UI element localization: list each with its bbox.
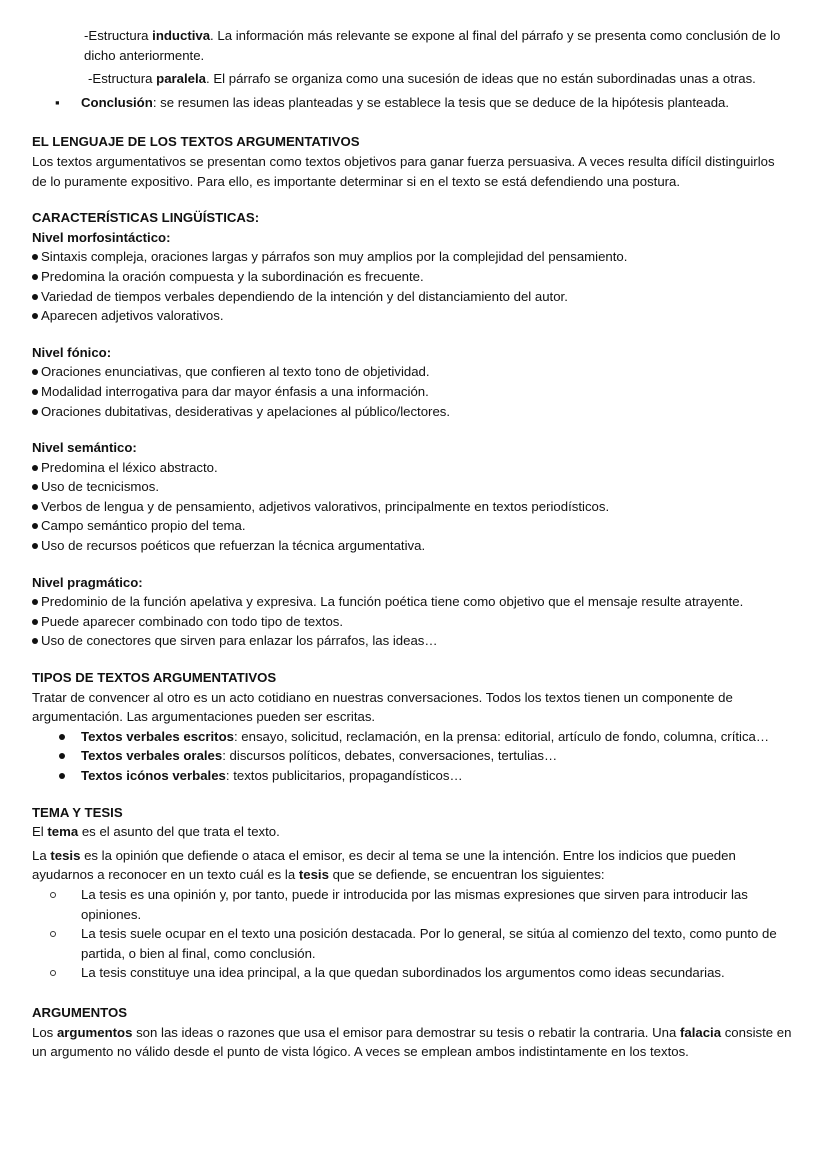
bullet-icon — [32, 599, 38, 605]
tesis-list — [32, 885, 792, 983]
text: La tesis es una opinión y, por tanto, puede ir introducida por las mismas expresiones que sirven para introducir las opiniones. — [81, 886, 748, 922]
section-heading: EL LENGUAJE DE LOS TEXTOS ARGUMENTATIVOS — [32, 134, 360, 150]
list-item — [32, 631, 792, 651]
text: Predomina la oración compuesta y la subordinación es frecuente. — [41, 268, 424, 284]
paragraph: Tratar de convencer al otro es un acto cotidiano en nuestras conversaciones. Todos los textos tienen un componente de argumentación. Las argumentaciones pueden ser escritas. — [32, 689, 733, 725]
text: Oraciones enunciativas, que confieren al texto tono de objetividad. — [41, 364, 430, 380]
text: Aparecen adjetivos valorativos. — [41, 308, 224, 324]
circle-bullet-icon — [50, 892, 56, 898]
subheading: Nivel semántico: — [32, 440, 137, 456]
list-item — [32, 287, 792, 307]
bullet-icon — [32, 254, 38, 260]
section-heading: TEMA Y TESIS — [32, 804, 123, 820]
circle-bullet-icon — [50, 931, 56, 937]
paragraph: Los textos argumentativos se presentan como textos objetivos para ganar fuerza persuasiva. A veces resulta difícil distinguirlos de lo puramente expositivo. Para ello, es importante determinar si en el texto se está defendiendo una postura. — [32, 153, 775, 189]
bold-term: argumentos — [56, 1024, 133, 1040]
text: : discursos políticos, debates, conversaciones, tertulias… — [222, 748, 558, 764]
text: Uso de recursos poéticos que refuerzan la técnica argumentativa. — [41, 538, 426, 554]
tema-paragraph — [32, 822, 792, 842]
list-item — [32, 306, 792, 326]
bullet-icon — [32, 389, 38, 395]
bullet-icon — [59, 734, 65, 740]
text: La tesis suele ocupar en el texto una posición destacada. Por lo general, se sitúa al comienzo del texto, como punto de partida, o bien al final, como conclusión. — [81, 926, 777, 961]
list-item — [32, 477, 792, 497]
list-item — [32, 924, 792, 963]
bullet-icon — [32, 543, 38, 549]
list-item — [32, 402, 792, 422]
bold-term: tema — [47, 824, 79, 840]
list-item — [32, 612, 792, 632]
estructura-inductiva — [32, 26, 792, 65]
bullet-icon — [32, 313, 38, 319]
bullet-icon — [32, 274, 38, 280]
bullet-icon — [32, 484, 38, 490]
text: Puede aparecer combinado con todo tipo de textos. — [41, 613, 344, 629]
section-heading: CARACTERÍSTICAS LINGÜÍSTICAS: — [32, 210, 260, 226]
list-item — [32, 458, 792, 478]
document-page — [32, 26, 792, 1062]
text: Modalidad interrogativa para dar mayor énfasis a una información. — [41, 383, 429, 399]
text: Predominio de la función apelativa y expresiva. La función poética tiene como objetivo que el mensaje resulte atrayente. — [41, 594, 744, 610]
list-item — [32, 247, 792, 267]
subheading: Nivel fónico: — [32, 344, 112, 360]
list-item — [32, 592, 792, 612]
bullet-icon — [32, 504, 38, 510]
list-item — [32, 963, 792, 983]
tesis-paragraph — [32, 846, 792, 885]
bold-term: Textos verbales orales — [81, 748, 223, 764]
bold-term: inductiva — [152, 28, 211, 43]
bullet-icon — [32, 523, 38, 529]
text: es el asunto del que trata el texto. — [78, 824, 280, 840]
bullet-icon: ▪ — [55, 94, 60, 110]
list-item — [32, 746, 792, 766]
text: consiste en un argumento no válido desde el punto de vista lógico. A veces se emplean ambos indistintamente en los textos. — [32, 1024, 792, 1060]
bold-term: tesis — [50, 847, 81, 863]
text: La tesis constituye una idea principal, a la que quedan subordinados los argumentos como ideas secundarias. — [81, 965, 725, 981]
text: La — [32, 847, 51, 863]
list-item — [32, 766, 792, 786]
subheading: Nivel pragmático: — [32, 574, 143, 590]
bold-term: Conclusión — [81, 94, 153, 110]
text: Los — [32, 1024, 57, 1040]
text: : textos publicitarios, propagandísticos… — [225, 768, 463, 783]
bold-term: Textos verbales escritos — [81, 728, 234, 744]
section-heading: ARGUMENTOS — [32, 1004, 128, 1020]
fonico-list — [32, 362, 792, 421]
list-item — [32, 497, 792, 517]
bullet-icon — [59, 773, 65, 779]
bullet-icon — [59, 753, 65, 759]
text: Verbos de lengua y de pensamiento, adjetivos valorativos, principalmente en textos periodísticos. — [41, 498, 610, 514]
text: El — [32, 824, 48, 840]
conclusion-item — [32, 93, 792, 113]
bold-term: tesis — [298, 867, 329, 883]
section-heading: TIPOS DE TEXTOS ARGUMENTATIVOS — [32, 670, 277, 686]
bullet-icon — [32, 638, 38, 644]
estructura-paralela — [32, 69, 792, 89]
text: Oraciones dubitativas, desiderativas y apelaciones al público/lectores. — [41, 403, 451, 419]
text: Predomina el léxico abstracto. — [41, 459, 218, 475]
list-item — [32, 516, 792, 536]
text: son las ideas o razones que usa el emisor para demostrar su tesis o rebatir la contraria. Una — [132, 1024, 680, 1040]
text: : se resumen las ideas planteadas y se establece la tesis que se deduce de la hipótesis planteada. — [152, 94, 730, 110]
pragmatico-list — [32, 592, 792, 651]
bullet-icon — [32, 294, 38, 300]
list-item — [32, 362, 792, 382]
subheading: Nivel morfosintáctico: — [32, 229, 171, 245]
text: Sintaxis compleja, oraciones largas y párrafos son muy amplios por la complejidad del pensamiento. — [41, 249, 628, 265]
text: es la opinión que defiende o ataca el emisor, es decir al tema se une la intención. Entre los indicios que pueden ayudarnos a reconocer en un texto cuál es la — [32, 847, 736, 883]
argumentos-paragraph — [32, 1023, 792, 1062]
list-item — [32, 727, 792, 747]
text: . La información más relevante se expone al final del párrafo y se presenta como conclusión de lo dicho anteriormente. — [84, 28, 781, 63]
tipos-list — [32, 727, 792, 786]
text: Uso de tecnicismos. — [41, 479, 159, 495]
text: Campo semántico propio del tema. — [41, 518, 246, 534]
bullet-icon — [32, 409, 38, 415]
bullet-icon — [32, 369, 38, 375]
list-item — [32, 885, 792, 924]
semantico-list — [32, 458, 792, 556]
text: Uso de conectores que sirven para enlazar los párrafos, las ideas… — [41, 633, 438, 649]
bold-term: paralela — [156, 71, 207, 87]
bold-term: Textos icónos verbales — [81, 768, 226, 783]
bullet-icon — [32, 619, 38, 625]
list-item — [32, 382, 792, 402]
text: -Estructura — [88, 71, 157, 87]
bold-term: falacia — [679, 1024, 722, 1040]
morfo-list — [32, 247, 792, 325]
circle-bullet-icon — [50, 970, 56, 976]
text: que se defiende, se encuentran los siguientes: — [328, 867, 605, 883]
text: . El párrafo se organiza como una sucesión de ideas que no están subordinadas unas a otras. — [206, 71, 756, 87]
text: -Estructura — [84, 28, 153, 43]
bullet-icon — [32, 465, 38, 471]
text: Variedad de tiempos verbales dependiendo de la intención y del distanciamiento del autor. — [41, 288, 568, 304]
list-item — [32, 267, 792, 287]
text: : ensayo, solicitud, reclamación, en la prensa: editorial, artículo de fondo, columna, crítica… — [233, 728, 770, 744]
list-item — [32, 536, 792, 556]
